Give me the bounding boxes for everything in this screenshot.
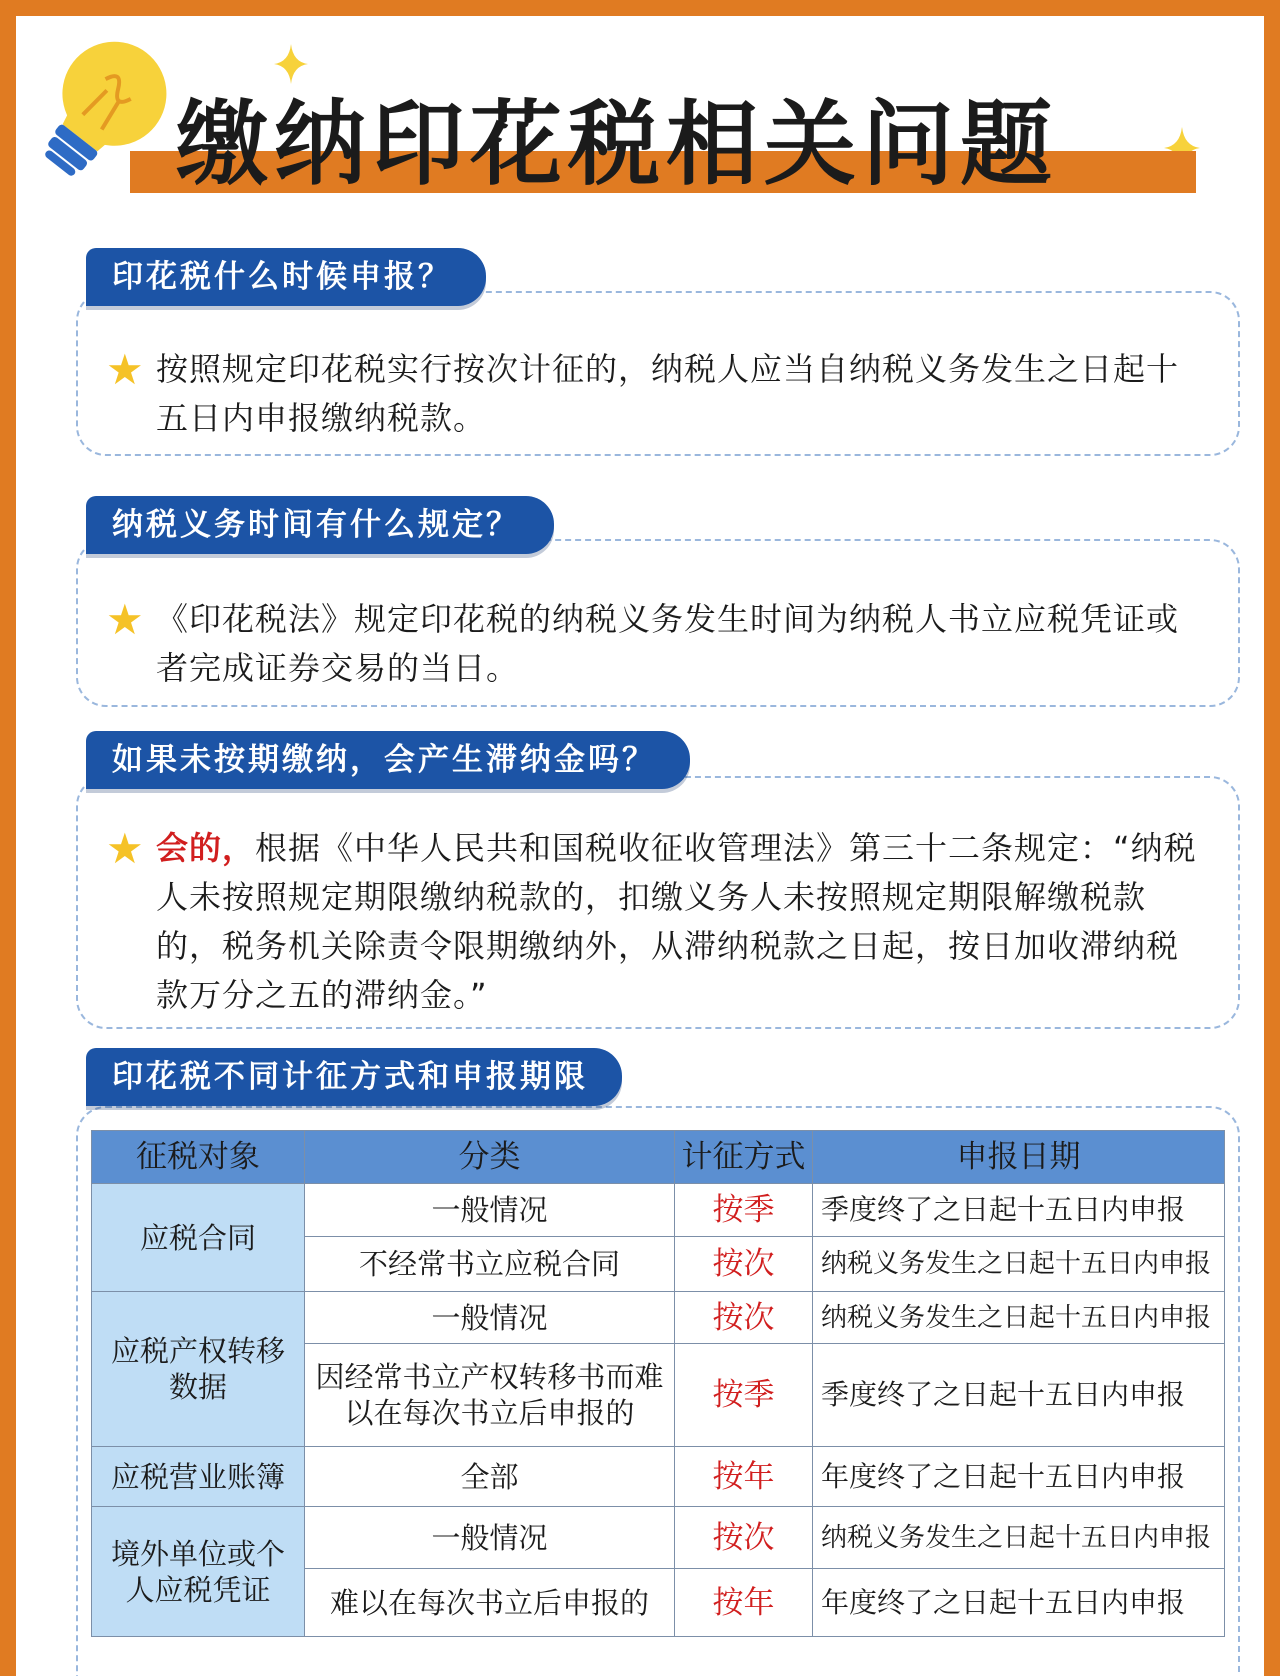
answer-highlight: 会的， — [156, 829, 256, 867]
star-icon: ★ — [106, 595, 144, 644]
date-cell: 纳税义务发生之日起十五日内申报 — [813, 1237, 1225, 1292]
page-title: 缴纳印花税相关问题 — [176, 91, 1059, 198]
section-heading-4: 印花税不同计征方式和申报期限 — [86, 1048, 622, 1106]
method-cell: 按季 — [675, 1344, 813, 1447]
table-header-row — [92, 1131, 1225, 1184]
category-cell: 全部 — [305, 1447, 675, 1507]
tax-object-cell: 应税营业账簿 — [92, 1447, 305, 1507]
tax-object-cell: 应税产权转移数据 — [92, 1292, 305, 1447]
method-cell: 按年 — [675, 1569, 813, 1637]
star-icon: ★ — [106, 345, 144, 394]
date-cell: 纳税义务发生之日起十五日内申报 — [813, 1507, 1225, 1569]
method-cell: 按季 — [675, 1184, 813, 1237]
date-cell: 季度终了之日起十五日内申报 — [813, 1344, 1225, 1447]
method-cell: 按次 — [675, 1292, 813, 1344]
sparkle-icon — [274, 44, 308, 84]
section-card-1 — [76, 291, 1240, 456]
tax-period-table — [91, 1130, 1225, 1637]
section-paragraph-3-body: 根据《中华人民共和国税收征收管理法》第三十二条规定：“纳税人未按照规定期限缴纳税款的，扣缴义务人未按照规定期限解缴税款的，税务机关除责令限期缴纳外，从滞纳税款之日起，按日加收滞纳税款万分之五的滞纳金。” — [156, 829, 1197, 1014]
category-cell: 因经常书立产权转移书而难以在每次书立后申报的 — [305, 1344, 675, 1447]
date-cell: 年度终了之日起十五日内申报 — [813, 1569, 1225, 1637]
section-card-2 — [76, 539, 1240, 707]
section-paragraph-3 — [156, 824, 1202, 1020]
category-cell: 一般情况 — [305, 1184, 675, 1237]
table-row — [92, 1447, 1225, 1507]
method-cell: 按年 — [675, 1447, 813, 1507]
category-cell: 不经常书立应税合同 — [305, 1237, 675, 1292]
date-cell: 季度终了之日起十五日内申报 — [813, 1184, 1225, 1237]
section-heading-1: 印花税什么时候申报？ — [86, 248, 486, 306]
tax-object-cell: 应税合同 — [92, 1184, 305, 1292]
category-cell: 一般情况 — [305, 1292, 675, 1344]
column-header: 计征方式 — [675, 1131, 813, 1184]
column-header: 分类 — [305, 1131, 675, 1184]
category-cell: 难以在每次书立后申报的 — [305, 1569, 675, 1637]
section-heading-3: 如果未按期缴纳，会产生滞纳金吗？ — [86, 731, 690, 789]
method-cell: 按次 — [675, 1237, 813, 1292]
date-cell: 年度终了之日起十五日内申报 — [813, 1447, 1225, 1507]
column-header: 征税对象 — [92, 1131, 305, 1184]
section-paragraph-1: 按照规定印花税实行按次计征的，纳税人应当自纳税义务发生之日起十五日内申报缴纳税款。 — [156, 350, 1180, 437]
section-heading-2: 纳税义务时间有什么规定？ — [86, 496, 554, 554]
table-row — [92, 1292, 1225, 1344]
category-cell: 一般情况 — [305, 1507, 675, 1569]
tax-object-cell: 境外单位或个人应税凭证 — [92, 1507, 305, 1637]
column-header: 申报日期 — [813, 1131, 1225, 1184]
section-paragraph-2: 《印花税法》规定印花税的纳税义务发生时间为纳税人书立应税凭证或者完成证券交易的当日。 — [156, 600, 1180, 687]
table-row — [92, 1184, 1225, 1237]
section-card-3 — [76, 776, 1240, 1029]
date-cell: 纳税义务发生之日起十五日内申报 — [813, 1292, 1225, 1344]
method-cell: 按次 — [675, 1507, 813, 1569]
star-icon: ★ — [106, 824, 144, 873]
table-row — [92, 1507, 1225, 1569]
